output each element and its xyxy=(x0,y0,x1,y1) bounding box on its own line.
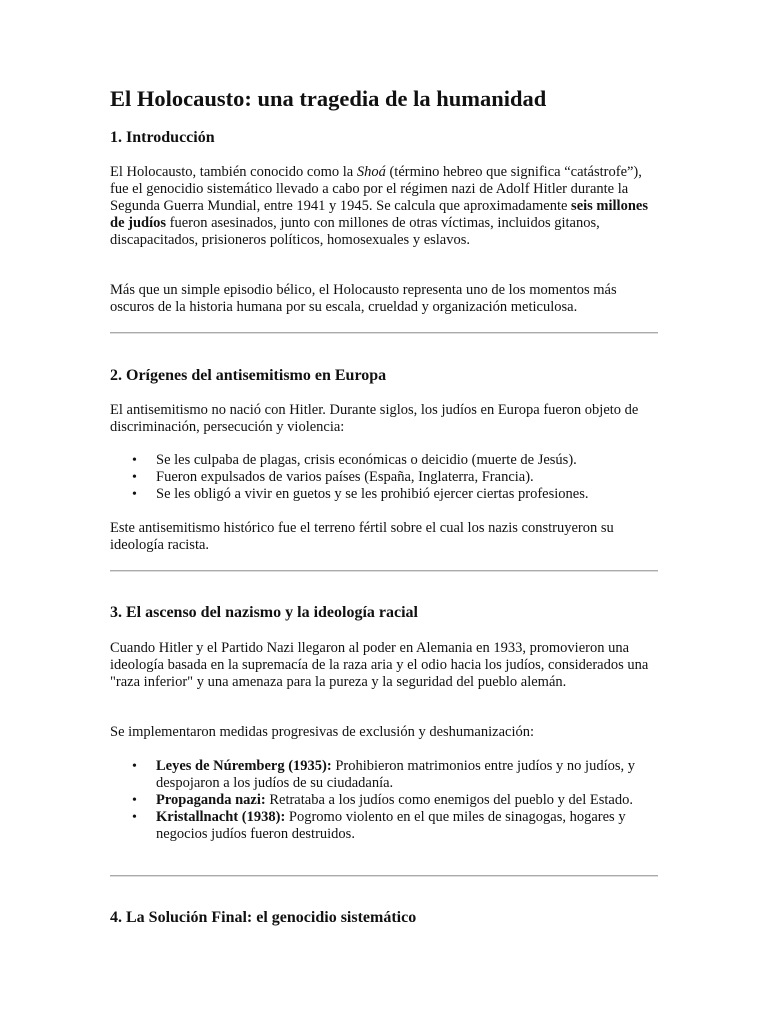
list-item: • Se les obligó a vivir en guetos y se les prohibió ejercer ciertas profesiones. xyxy=(110,486,658,503)
list-item-text: Pogromo violento en el que miles de sinagogas, hogares y negocios judíos fueron destruidos. xyxy=(156,809,626,842)
section-heading-ascenso-nazismo: 3. El ascenso del nazismo y la ideología racial xyxy=(110,604,418,621)
intro-text-b: (término hebreo que significa “catástrofe”), fue el genocidio sistemático llevado a cabo por el régimen nazi de Adolf Hitler durante la Segunda Guerra Mundial, entre 1941 y 1945. Se calcula que aproximadamente xyxy=(110,164,642,214)
list-item-text: Prohibieron matrimonios entre judíos y no judíos, y despojaron a los judíos de su ciudadanía. xyxy=(156,758,635,791)
section-heading-introduccion: 1. Introducción xyxy=(110,129,215,146)
origenes-paragraph-1: El antisemitismo no nació con Hitler. Durante siglos, los judíos en Europa fueron objeto de discriminación, persecución y violencia: xyxy=(110,402,639,435)
intro-text-a: El Holocausto, también conocido como la xyxy=(110,164,357,180)
section-divider xyxy=(110,570,658,572)
ascenso-paragraph-2: Se implementaron medidas progresivas de exclusión y deshumanización: xyxy=(110,724,535,740)
intro-text-c: fueron asesinados, junto con millones de otras víctimas, incluidos gitanos, discapacitados, prisioneros políticos, homosexuales y eslavos. xyxy=(110,215,600,248)
section-heading-origenes: 2. Orígenes del antisemitismo en Europa xyxy=(110,367,387,384)
list-item xyxy=(110,792,658,809)
document-title: El Holocausto: una tragedia de la humanidad xyxy=(110,86,547,111)
section-divider xyxy=(110,332,658,334)
medidas-list xyxy=(110,758,658,843)
list-item-term: Propaganda nazi: xyxy=(156,792,266,808)
list-item-term: Kristallnacht (1938): xyxy=(156,809,286,825)
list-item xyxy=(110,758,658,792)
intro-bold-seis-millones: seis millones de judíos xyxy=(110,198,648,231)
list-item xyxy=(110,809,658,843)
list-item-text: Retrataba a los judíos como enemigos del pueblo y del Estado. xyxy=(265,792,633,808)
intro-italic-shoa: Shoá xyxy=(356,164,386,180)
list-item-term: Leyes de Núremberg (1935): xyxy=(156,758,332,774)
ascenso-paragraph-1: Cuando Hitler y el Partido Nazi llegaron al poder en Alemania en 1933, promovieron una ideología basada en la supremacía de la raza aria y el odio hacia los judíos, considerados una "raza inferior" y una amenaza para la pureza y la seguridad del pueblo alemán. xyxy=(110,640,649,690)
section-heading-solucion-final: 4. La Solución Final: el genocidio sistemático xyxy=(110,909,417,926)
section-divider xyxy=(110,875,658,877)
intro-paragraph-1 xyxy=(110,164,658,249)
origenes-paragraph-2: Este antisemitismo histórico fue el terreno fértil sobre el cual los nazis construyeron su ideología racista. xyxy=(110,520,614,553)
origenes-list xyxy=(110,452,658,503)
intro-paragraph-2: Más que un simple episodio bélico, el Holocausto representa uno de los momentos más oscuros de la historia humana por su escala, crueldad y organización meticulosa. xyxy=(110,282,617,315)
list-item: • Se les culpaba de plagas, crisis económicas o deicidio (muerte de Jesús). xyxy=(110,452,658,469)
list-item: • Fueron expulsados de varios países (España, Inglaterra, Francia). xyxy=(110,469,658,486)
